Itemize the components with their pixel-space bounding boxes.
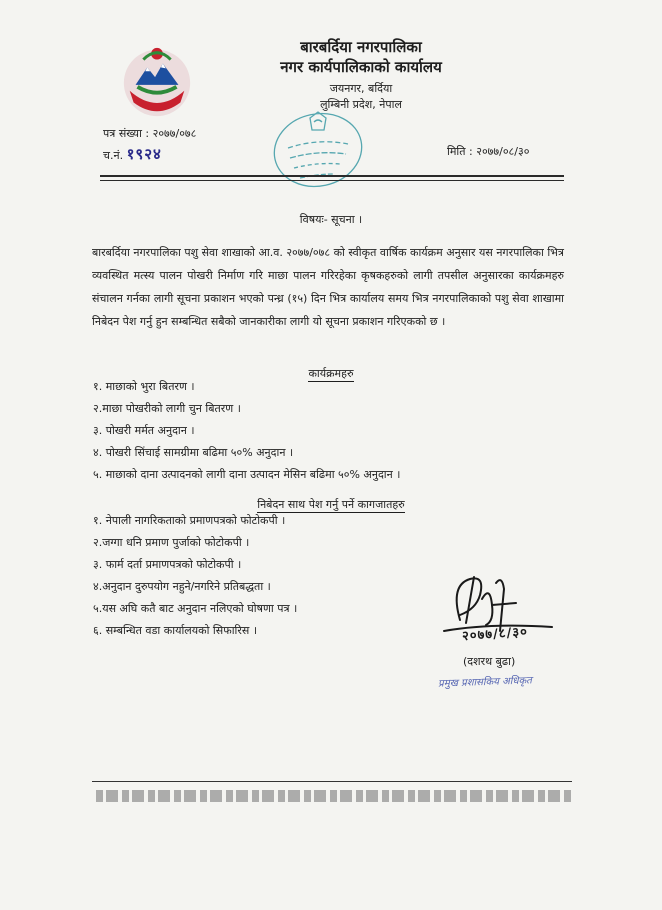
signatory-title-stamp: प्रमुख प्रशासकिय अधिकृत [437, 675, 533, 690]
office-name: बारबर्दिया नगरपालिका [300, 38, 422, 56]
footer-divider [92, 781, 572, 782]
office-province: लुम्बिनी प्रदेश, नेपाल [320, 98, 402, 111]
letter-date: मिति : २०७७/०८/३० [447, 145, 530, 158]
dispatch-number [103, 144, 162, 164]
list-item: २.जग्गा धनि प्रमाण पुर्जाको फोटोकपी । [93, 536, 250, 549]
office-address: जयनगर, बर्दिया [329, 82, 393, 95]
list-item: ४.अनुदान दुरुपयोग नहुने/नगरिने प्रतिबद्धता । [93, 580, 271, 593]
list-item: ३. पोखरी मर्मत अनुदान । [93, 424, 195, 437]
handwritten-signature [430, 565, 570, 665]
list-item: १. माछाको भुरा बितरण । [93, 380, 195, 393]
header-divider [100, 175, 564, 177]
programs-list [93, 376, 602, 486]
letter-number: पत्र संख्या : २०७७/०७८ [103, 127, 197, 140]
signatory-name: (दशरथ बुढा) [463, 655, 516, 668]
subject-line: विषयः- सूचना । [299, 213, 363, 226]
list-item: ३. फार्म दर्ता प्रमाणपत्रको फोटोकपी । [93, 558, 242, 571]
dispatch-number-handwritten: १९२४ [126, 145, 162, 163]
list-item: ५.यस अघि कतै बाट अनुदान नलिएको घोषणा पत्र । [93, 602, 298, 615]
programs-heading-text: कार्यक्रमहरु [308, 367, 354, 380]
office-subname: नगर कार्यपालिकाको कार्यालय [280, 58, 442, 76]
nepal-emblem-icon [118, 42, 196, 120]
list-item: ५. माछाको दाना उत्पादनको लागी दाना उत्पादन मेसिन बढिमा ५०% अनुदान । [93, 468, 401, 481]
header-divider-thin [100, 180, 564, 181]
list-item: १. नेपाली नागरिकताको प्रमाणपत्रको फोटोकपी । [93, 514, 286, 527]
footer-faded-contact [96, 790, 572, 802]
list-item: ६. सम्बन्धित वडा कार्यालयको सिफारिस । [93, 624, 258, 637]
documents-heading-text: निबेदन साथ पेश गर्नु पर्ने कागजातहरु [257, 498, 405, 511]
dispatch-label: च.नं. [103, 149, 124, 162]
list-item: २.माछा पोखरीको लागी चुन बितरण । [93, 402, 241, 415]
signature-date-handwritten: २०७७/८/३० [461, 624, 529, 645]
notice-body: बारबर्दिया नगरपालिका पशु सेवा शाखाको आ.व. २०७७/०७८ को स्वीकृत वार्षिक कार्यक्रम अनुसार यस नगरपालिका भित्र व्यवस्थित मत्स्य पालन पोखरी निर्माण गरि माछा पालन गरिरहेका कृषकहरुको लागी तपसील अनुसारका कार्यक्रमहरु संचालन गर्नका लागी सूचना प्रकाशन भएको पन्ध्र (१५) दिन भित्र कार्यालय समय भित्र नगरपालिकाको पशु सेवा शाखामा निबेदन पेश गर्नु हुन सम्बन्धित सबैको जानकारीका लागी यो सूचना प्रकाशन गरिएकको छ । [92, 246, 564, 328]
list-item: ४. पोखरी सिंचाई सामग्रीमा बढिमा ५०% अनुदान । [93, 446, 294, 459]
